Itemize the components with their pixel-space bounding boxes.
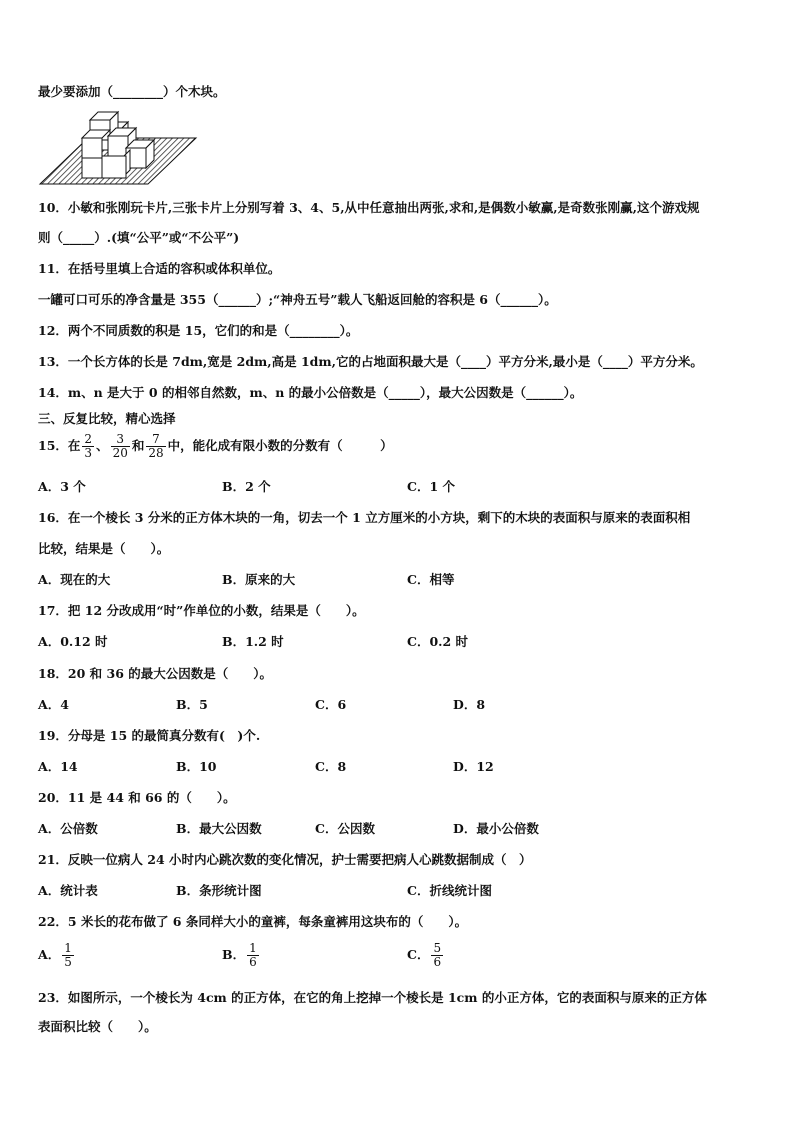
q20-option-b[interactable]: B．最大公因数: [176, 821, 262, 836]
q21-option-b[interactable]: B．条形统计图: [176, 883, 262, 898]
q21-option-a[interactable]: A．统计表: [38, 883, 98, 898]
q22-option-b[interactable]: B． $\frac{1}{6}$: [222, 941, 257, 969]
q17-option-c[interactable]: C．0.2 时: [407, 634, 469, 649]
fraction-1-6: $\frac{1}{6}$: [249, 941, 257, 969]
q20-option-d[interactable]: D．最小公倍数: [453, 821, 539, 836]
q18-option-a[interactable]: A．4: [38, 697, 69, 712]
fraction-5-6: $\frac{5}{6}$: [433, 941, 442, 969]
q13-text: 13．一个长方体的长是 7dm,宽是 2dm,高是 1dm,它的占地面积最大是（____）平方分米,最小是（____）平方分米。: [38, 354, 703, 369]
q19-option-a[interactable]: A．14: [38, 759, 78, 774]
q15-option-b[interactable]: B．2 个: [222, 479, 271, 494]
q15-option-a[interactable]: A．3 个: [38, 479, 86, 494]
q19-option-d[interactable]: D．12: [453, 759, 494, 774]
q20-option-c[interactable]: C．公因数: [315, 821, 375, 836]
q12-text: 12．两个不同质数的积是 15，它们的和是（________）。: [38, 323, 359, 338]
q19-text: 19．分母是 15 的最简真分数有( )个.: [38, 728, 261, 743]
q20-text: 20．11 是 44 和 66 的（ ）。: [38, 790, 236, 805]
q15-option-c[interactable]: C．1 个: [407, 479, 455, 494]
q16-line1: 16．在一个棱长 3 分米的正方体木块的一角，切去一个 1 立方厘米的小方块，剩下的木块的表面积与原来的表面积相: [38, 510, 691, 525]
q17-text: 17．把 12 分改成用“时”作单位的小数，结果是（ ）。: [38, 603, 365, 618]
q18-text: 18．20 和 36 的最大公因数是（ ）。: [38, 666, 272, 681]
q10-line1: 10．小敏和张刚玩卡片,三张卡片上分别写着 3、4、5,从中任意抽出两张,求和,是偶数小敏赢,是奇数张刚赢,这个游戏规: [38, 200, 700, 215]
fraction-3-20: $\frac{3}{20}$: [112, 432, 128, 460]
q17-option-b[interactable]: B．1.2 时: [222, 634, 284, 649]
q16-line2: 比较，结果是（ ）。: [38, 541, 170, 556]
q16-option-b[interactable]: B．原来的大: [222, 572, 296, 587]
q15-stem: 15．在 $\frac{2}{3}$ 、 $\frac{3}{20}$ 和 $\frac{7}{28}$ 中，能化成有限小数的分数有（ ）: [38, 432, 393, 460]
q16-option-c[interactable]: C．相等: [407, 572, 455, 587]
q14-text: 14．m、n 是大于 0 的相邻自然数，m、n 的最小公倍数是（_____），最大公因数是（______）。: [38, 385, 583, 400]
q17-option-a[interactable]: A．0.12 时: [38, 634, 108, 649]
fraction-2-3: $\frac{2}{3}$: [84, 432, 93, 460]
q18-option-b[interactable]: B．5: [176, 697, 208, 712]
q18-option-d[interactable]: D．8: [453, 697, 486, 712]
q21-option-c[interactable]: C．折线统计图: [407, 883, 492, 898]
q22-text: 22．5 米长的花布做了 6 条同样大小的童裤，每条童裤用这块布的（ ）。: [38, 914, 468, 929]
q23-line1: 23．如图所示，一个棱长为 4cm 的正方体，在它的角上挖掉一个棱长是 1cm 的小正方体，它的表面积与原来的正方体: [38, 990, 707, 1005]
q19-option-b[interactable]: B．10: [176, 759, 217, 774]
q22-option-c[interactable]: C． $\frac{5}{6}$: [407, 941, 442, 969]
q20-option-a[interactable]: A．公倍数: [38, 821, 98, 836]
q11-line2: 一罐可口可乐的净含量是 355（______）;“神舟五号”载人飞船返回舱的容积是 6（______）。: [38, 292, 557, 307]
q9-tail: 最少要添加（________）个木块。: [38, 84, 226, 99]
fraction-1-5: $\frac{1}{5}$: [64, 941, 72, 969]
section-title: 三、反复比较，精心选择: [38, 411, 176, 426]
q18-option-c[interactable]: C．6: [315, 697, 347, 712]
cube-stack-figure: [38, 108, 198, 188]
q22-option-a[interactable]: A． $\frac{1}{5}$: [38, 941, 72, 969]
fraction-7-28: $\frac{7}{28}$: [148, 432, 164, 460]
q23-line2: 表面积比较（ ）。: [38, 1019, 157, 1034]
q21-text: 21．反映一位病人 24 小时内心跳次数的变化情况，护士需要把病人心跳数据制成（ ）: [38, 852, 532, 867]
q11-line1: 11．在括号里填上合适的容积或体积单位。: [38, 261, 281, 276]
q10-line2: 则（_____）.(填“公平”或“不公平”): [38, 230, 240, 245]
q19-option-c[interactable]: C．8: [315, 759, 347, 774]
q16-option-a[interactable]: A．现在的大: [38, 572, 111, 587]
